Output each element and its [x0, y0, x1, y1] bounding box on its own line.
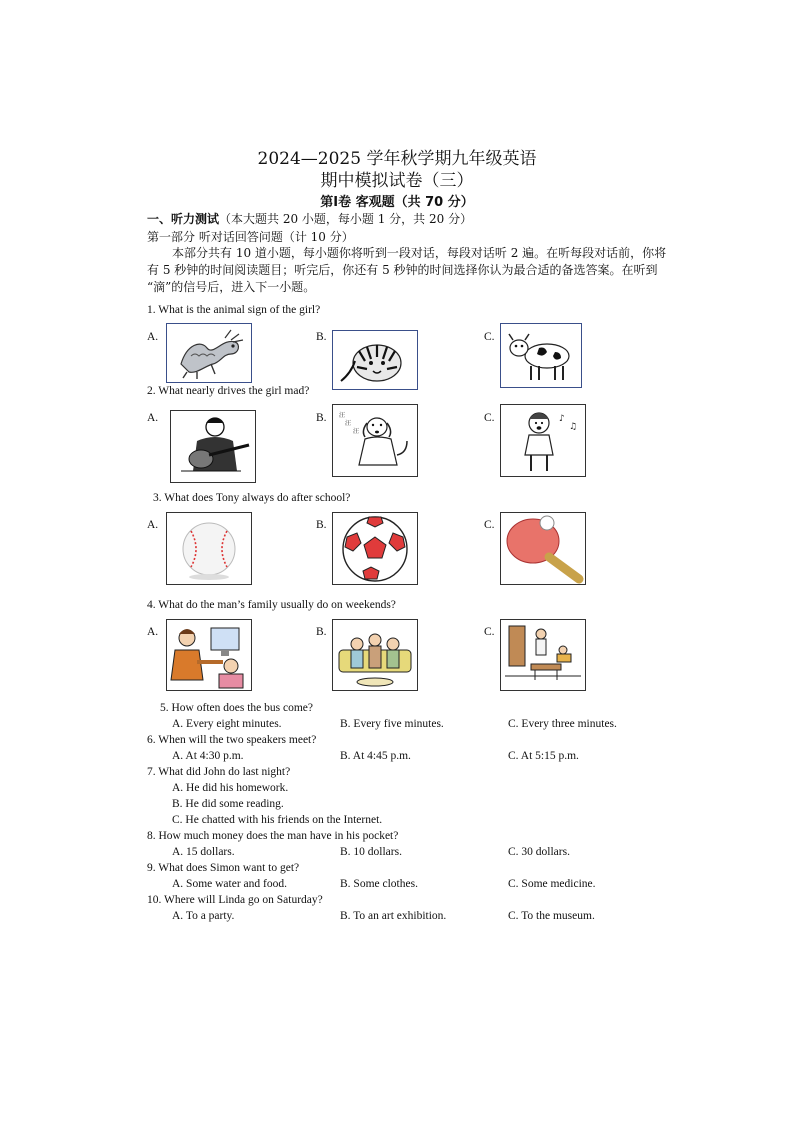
- cow-image[interactable]: [500, 323, 582, 388]
- svg-text:汪: 汪: [353, 428, 360, 435]
- option-a: A. At 4:30 p.m.: [172, 750, 244, 762]
- option-a: A. Every eight minutes.: [172, 718, 282, 730]
- option-b: B. At 4:45 p.m.: [340, 750, 411, 762]
- svg-text:♪: ♪: [559, 414, 565, 424]
- question-7: 7. What did John do last night?: [147, 766, 291, 778]
- svg-text:汪: 汪: [345, 420, 352, 427]
- singing-boy-image[interactable]: [500, 404, 586, 477]
- question-4: 4. What do the man’s family usually do on weekends?: [147, 599, 396, 611]
- option-label: B.: [316, 331, 327, 343]
- option-label: C.: [484, 519, 495, 531]
- option-c: C. 30 dollars.: [508, 846, 570, 858]
- option-c: C. At 5:15 p.m.: [508, 750, 579, 762]
- paper-section-title: 第Ⅰ卷 客观题（共 70 分）: [320, 195, 474, 210]
- exam-subtitle: 期中模拟试卷（三）: [320, 171, 474, 191]
- question-10: 10. Where will Linda go on Saturday?: [147, 894, 323, 906]
- instruction-line-1: 本部分共有 10 道小题，每小题你将听到一段对话，每段对话听 2 遍。在听每段对话前，你将: [172, 246, 667, 260]
- option-c: C. To the museum.: [508, 910, 595, 922]
- dragon-image[interactable]: [166, 323, 252, 383]
- option-label: B.: [316, 626, 327, 638]
- option-b: B. He did some reading.: [172, 798, 284, 810]
- option-b: B. 10 dollars.: [340, 846, 402, 858]
- question-2: 2. What nearly drives the girl mad?: [147, 385, 310, 397]
- option-label: A.: [147, 519, 159, 531]
- question-8: 8. How much money does the man have in his pocket?: [147, 830, 399, 842]
- option-label: A.: [147, 331, 159, 343]
- tiger-image[interactable]: [332, 330, 418, 390]
- option-c: C. Some medicine.: [508, 878, 596, 890]
- option-label: A.: [147, 626, 159, 638]
- svg-text:汪: 汪: [339, 412, 346, 419]
- question-1: 1. What is the animal sign of the girl?: [147, 304, 321, 316]
- ping-pong-paddle-image[interactable]: [500, 512, 586, 585]
- svg-text:♫: ♫: [569, 422, 578, 432]
- option-c: C. He chatted with his friends on the Internet.: [172, 814, 383, 826]
- question-5: 5. How often does the bus come?: [160, 702, 313, 714]
- option-a: A. 15 dollars.: [172, 846, 235, 858]
- option-label: C.: [484, 331, 495, 343]
- option-label: C.: [484, 626, 495, 638]
- option-label: C.: [484, 412, 495, 424]
- option-b: B. Every five minutes.: [340, 718, 444, 730]
- guitar-player-image[interactable]: [170, 410, 256, 483]
- section-heading-label: 一、听力测试: [147, 212, 220, 226]
- section-heading: [147, 210, 472, 227]
- option-label: B.: [316, 519, 327, 531]
- option-b: B. To an art exhibition.: [340, 910, 447, 922]
- instruction-line-3: “滴”的信号后，进入下一小题。: [147, 280, 316, 294]
- question-9: 9. What does Simon want to get?: [147, 862, 300, 874]
- baseball-image[interactable]: [166, 512, 252, 585]
- option-a: A. Some water and food.: [172, 878, 287, 890]
- option-label: A.: [147, 412, 159, 424]
- question-6: 6. When will the two speakers meet?: [147, 734, 317, 746]
- option-a: A. He did his homework.: [172, 782, 289, 794]
- instruction-line-2: 有 5 秒钟的时间阅读题目；听完后，你还有 5 秒钟的时间选择你认为最合适的备选答案。在听到: [147, 263, 658, 277]
- option-c: C. Every three minutes.: [508, 718, 617, 730]
- option-a: A. To a party.: [172, 910, 235, 922]
- home-scene-image[interactable]: [500, 619, 586, 691]
- sofa-family-image[interactable]: [332, 619, 418, 691]
- barking-dog-image[interactable]: [332, 404, 418, 477]
- part-heading: 第一部分 听对话回答问题（计 10 分）: [147, 230, 354, 244]
- soccer-ball-image[interactable]: [332, 512, 418, 585]
- option-b: B. Some clothes.: [340, 878, 418, 890]
- section-heading-note: （本大题共 20 小题，每小题 1 分，共 20 分）: [219, 212, 473, 226]
- computer-family-image[interactable]: [166, 619, 252, 691]
- exam-title: 2024—2025 学年秋学期九年级英语: [257, 149, 537, 169]
- question-3: 3. What does Tony always do after school?: [153, 492, 351, 504]
- option-label: B.: [316, 412, 327, 424]
